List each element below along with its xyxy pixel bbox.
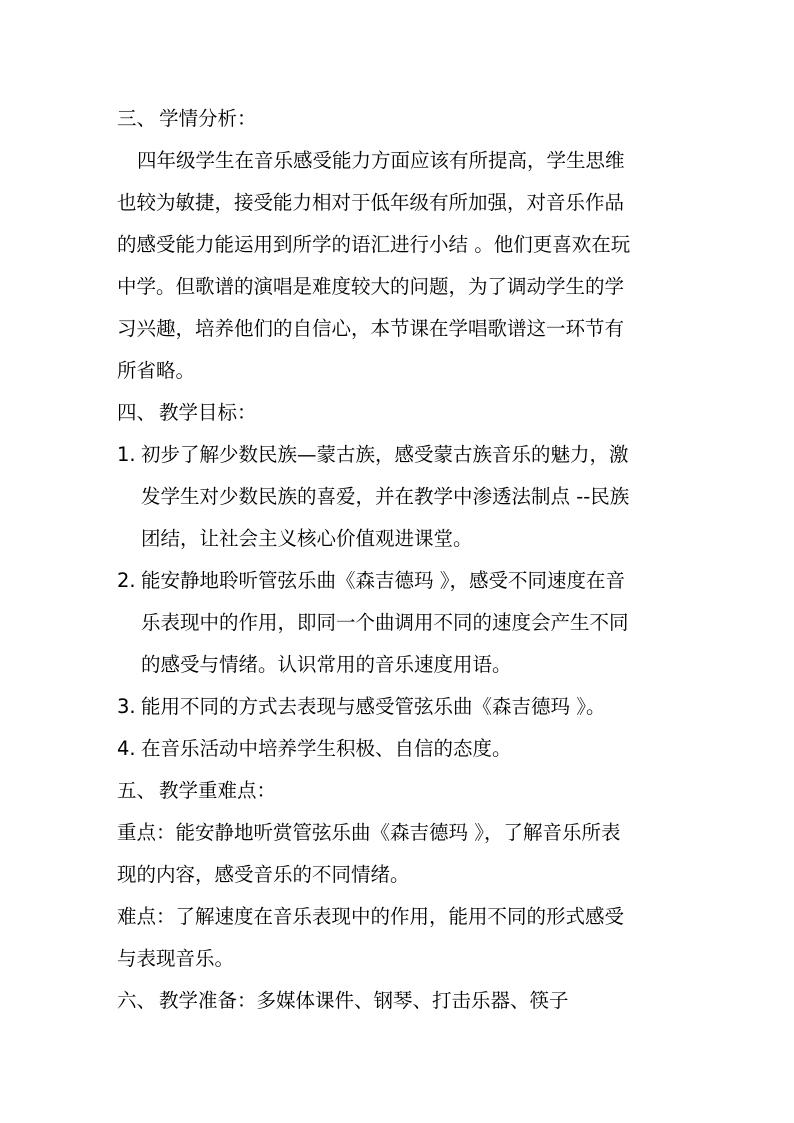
list-text: 能安静地聆听管弦乐曲《森吉德玛 》，感受不同速度在音 xyxy=(141,569,625,592)
paragraph-line: 习兴趣，培养他们的自信心，本节课在学唱歌谱这一环节有 xyxy=(117,317,625,340)
list-text: 在音乐活动中培养学生积极、自信的态度。 xyxy=(141,737,512,760)
paragraph-learning-analysis xyxy=(117,142,684,390)
section-number: 三、 xyxy=(117,107,157,130)
paragraph-line: 也较为敏捷，接受能力相对于低年级有所加强，对音乐作品 xyxy=(117,191,625,214)
list-item xyxy=(117,688,684,726)
list-item xyxy=(117,436,684,558)
list-text: 发学生对少数民族的喜爱，并在教学中渗透法制点 --民族 xyxy=(141,485,630,508)
section-title: 教学重难点： xyxy=(159,779,277,802)
list-text: 团结，让社会主义核心价值观进课堂。 xyxy=(141,527,473,550)
section-heading-3 xyxy=(117,100,684,138)
section-title: 学情分析： xyxy=(159,107,257,130)
list-number: 4. xyxy=(117,737,136,760)
list-text: 初步了解少数民族—蒙古族，感受蒙古族音乐的魅力，激 xyxy=(141,443,629,466)
section-number: 四、 xyxy=(117,401,157,424)
section-title: 教学准备：多媒体课件、钢琴、打击乐器、筷子 xyxy=(159,989,569,1012)
list-text: 能用不同的方式去表现与感受管弦乐曲《森吉德玛 》。 xyxy=(141,695,606,718)
paragraph-line: 的感受能力能运用到所学的语汇进行小结 。他们更喜欢在玩 xyxy=(117,233,631,256)
section-title: 教学目标： xyxy=(159,401,257,424)
section-heading-4 xyxy=(117,394,684,432)
list-number: 2. xyxy=(117,569,136,592)
section-number: 六、 xyxy=(117,989,157,1012)
section-heading-6 xyxy=(117,982,684,1020)
difficult-point-line: 与表现音乐。 xyxy=(117,947,235,970)
section-number: 五、 xyxy=(117,779,157,802)
key-point-line: 重点：能安静地听赏管弦乐曲《森吉德玛 》，了解音乐所表 xyxy=(117,821,621,844)
list-item xyxy=(117,730,684,768)
key-point-line: 现的内容，感受音乐的不同情绪。 xyxy=(117,863,410,886)
paragraph-line: 所省略。 xyxy=(117,359,196,382)
paragraph-line: 四年级学生在音乐感受能力方面应该有所提高，学生思维 xyxy=(137,149,625,172)
list-item xyxy=(117,562,684,684)
list-text: 乐表现中的作用，即同一个曲调用不同的速度会产生不同 xyxy=(141,611,629,634)
paragraph-line: 中学。但歌谱的演唱是难度较大的问题，为了调动学生的学 xyxy=(117,275,625,298)
difficult-point-line: 难点：了解速度在音乐表现中的作用，能用不同的形式感受 xyxy=(117,905,625,928)
list-text: 的感受与情绪。认识常用的音乐速度用语。 xyxy=(141,653,512,676)
section-heading-5 xyxy=(117,772,684,810)
list-number: 3. xyxy=(117,695,136,718)
list-number: 1. xyxy=(117,443,136,466)
